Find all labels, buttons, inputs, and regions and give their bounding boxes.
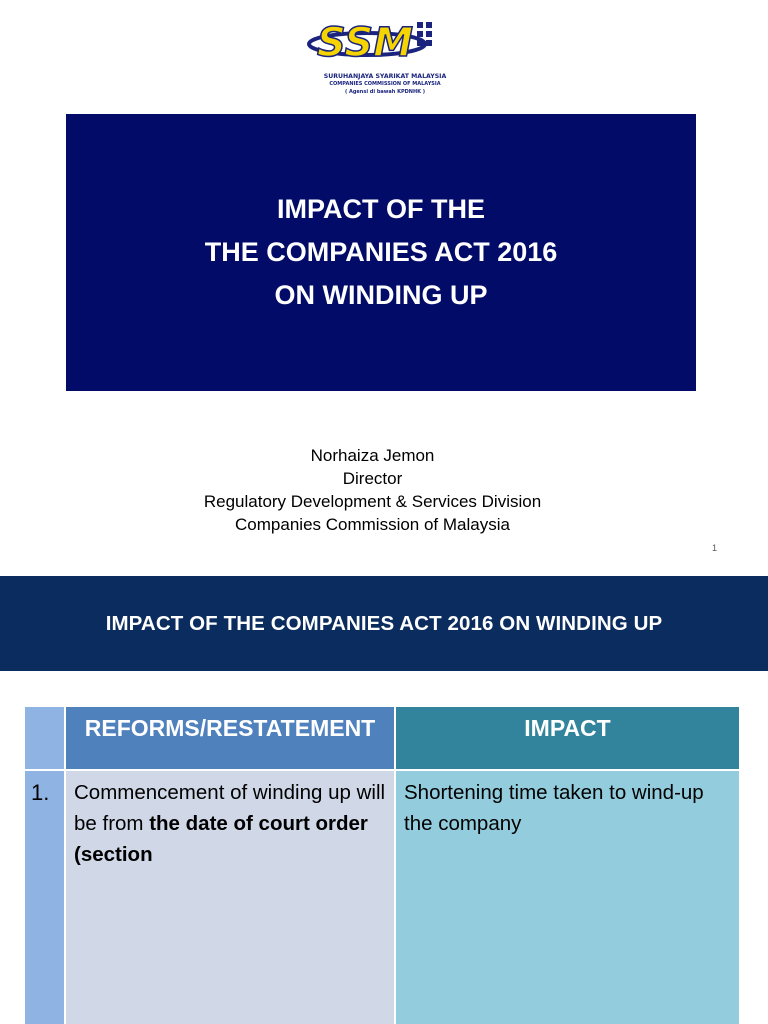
presenter-info — [0, 444, 745, 536]
slide-header-title: IMPACT OF THE COMPANIES ACT 2016 ON WINDING UP — [105, 611, 663, 635]
title-line-3: ON WINDING UP — [274, 280, 488, 310]
slide-header — [0, 576, 768, 671]
logo-line-english: COMPANIES COMMISSION OF MALAYSIA — [329, 81, 441, 87]
impact-table — [25, 707, 739, 1024]
presenter-name: Norhaiza Jemon — [310, 446, 435, 465]
reform-text-bold: the date of court order (section — [74, 812, 368, 866]
title-line-2: THE COMPANIES ACT 2016 — [204, 237, 558, 267]
ssm-logo-text: SSM — [317, 20, 413, 66]
slide-title — [205, 188, 558, 317]
table-header-impact: IMPACT — [396, 707, 739, 769]
ssm-logo-mark-icon — [305, 14, 465, 72]
presenter-division: Regulatory Development & Services Division — [203, 492, 542, 511]
table-row-number: 1. — [25, 771, 64, 1024]
table-header-reforms: REFORMS/RESTATEMENT — [66, 707, 394, 769]
table-header-number — [25, 707, 64, 769]
content-slide — [0, 576, 768, 1024]
presenter-role: Director — [342, 469, 403, 488]
logo-line-malay: SURUHANJAYA SYARIKAT MALAYSIA — [323, 73, 447, 80]
logo-line-agency: ( Agensi di bawah KPDNHK ) — [344, 89, 426, 95]
page-number: 1 — [712, 543, 718, 553]
reform-text: Commencement of winding up will be from — [74, 781, 386, 835]
title-box — [66, 114, 696, 391]
table-row-impact: Shortening time taken to wind-up the company — [396, 771, 739, 1024]
presenter-organization: Companies Commission of Malaysia — [235, 515, 510, 534]
ssm-logo — [305, 14, 465, 94]
table-row-reform — [66, 771, 394, 1024]
title-line-1: IMPACT OF THE — [277, 194, 485, 224]
